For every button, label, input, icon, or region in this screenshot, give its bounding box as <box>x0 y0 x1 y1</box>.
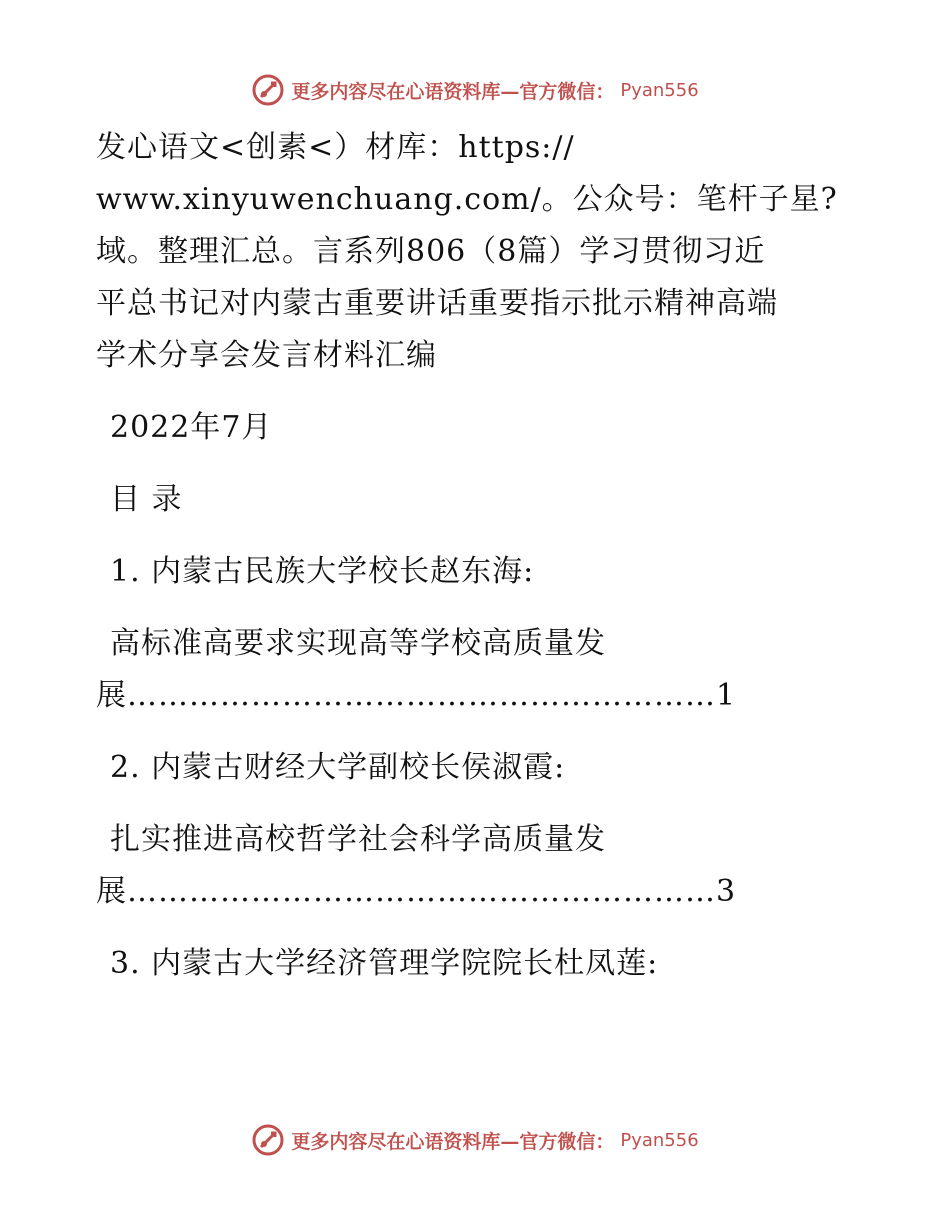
document-date: 2022年7月 <box>110 410 273 445</box>
intro-line: 发心语文<创素<）材库：https:// <box>96 130 575 165</box>
document-body <box>96 122 856 990</box>
logo-icon <box>251 1123 285 1157</box>
watermark-contact: Pyan556 <box>620 79 699 101</box>
toc-title: 高标准高要求实现高等学校高质量发 <box>110 626 606 661</box>
toc-title-continued: 展…………………………………………………1 <box>96 678 737 713</box>
logo-icon <box>251 73 285 107</box>
watermark-contact: Pyan556 <box>620 1129 699 1151</box>
toc-title-continued: 展…………………………………………………3 <box>96 874 737 909</box>
toc-speaker: 3. 内蒙古大学经济管理学院院长杜凤莲: <box>110 946 659 981</box>
toc-heading: 目 录 <box>110 482 183 517</box>
watermark-text: 更多内容尽在心语资料库—官方微信： <box>291 1130 615 1153</box>
toc-speaker: 1. 内蒙古民族大学校长赵东海: <box>110 554 535 589</box>
toc-title: 扎实推进高校哲学社会科学高质量发 <box>110 822 606 857</box>
intro-line: 学术分享会发言材料汇编 <box>96 338 437 373</box>
intro-line: 平总书记对内蒙古重要讲话重要指示批示精神高端 <box>96 286 778 321</box>
intro-line: 域。整理汇总。言系列806（8篇）学习贯彻习近 <box>96 234 766 269</box>
header-watermark <box>0 70 950 110</box>
toc-speaker: 2. 内蒙古财经大学副校长侯淑霞: <box>110 750 566 785</box>
watermark-text: 更多内容尽在心语资料库—官方微信： <box>291 80 615 103</box>
footer-watermark <box>0 1120 950 1160</box>
intro-line: www.xinyuwenchuang.com/。公众号：笔杆子星? <box>96 182 838 217</box>
